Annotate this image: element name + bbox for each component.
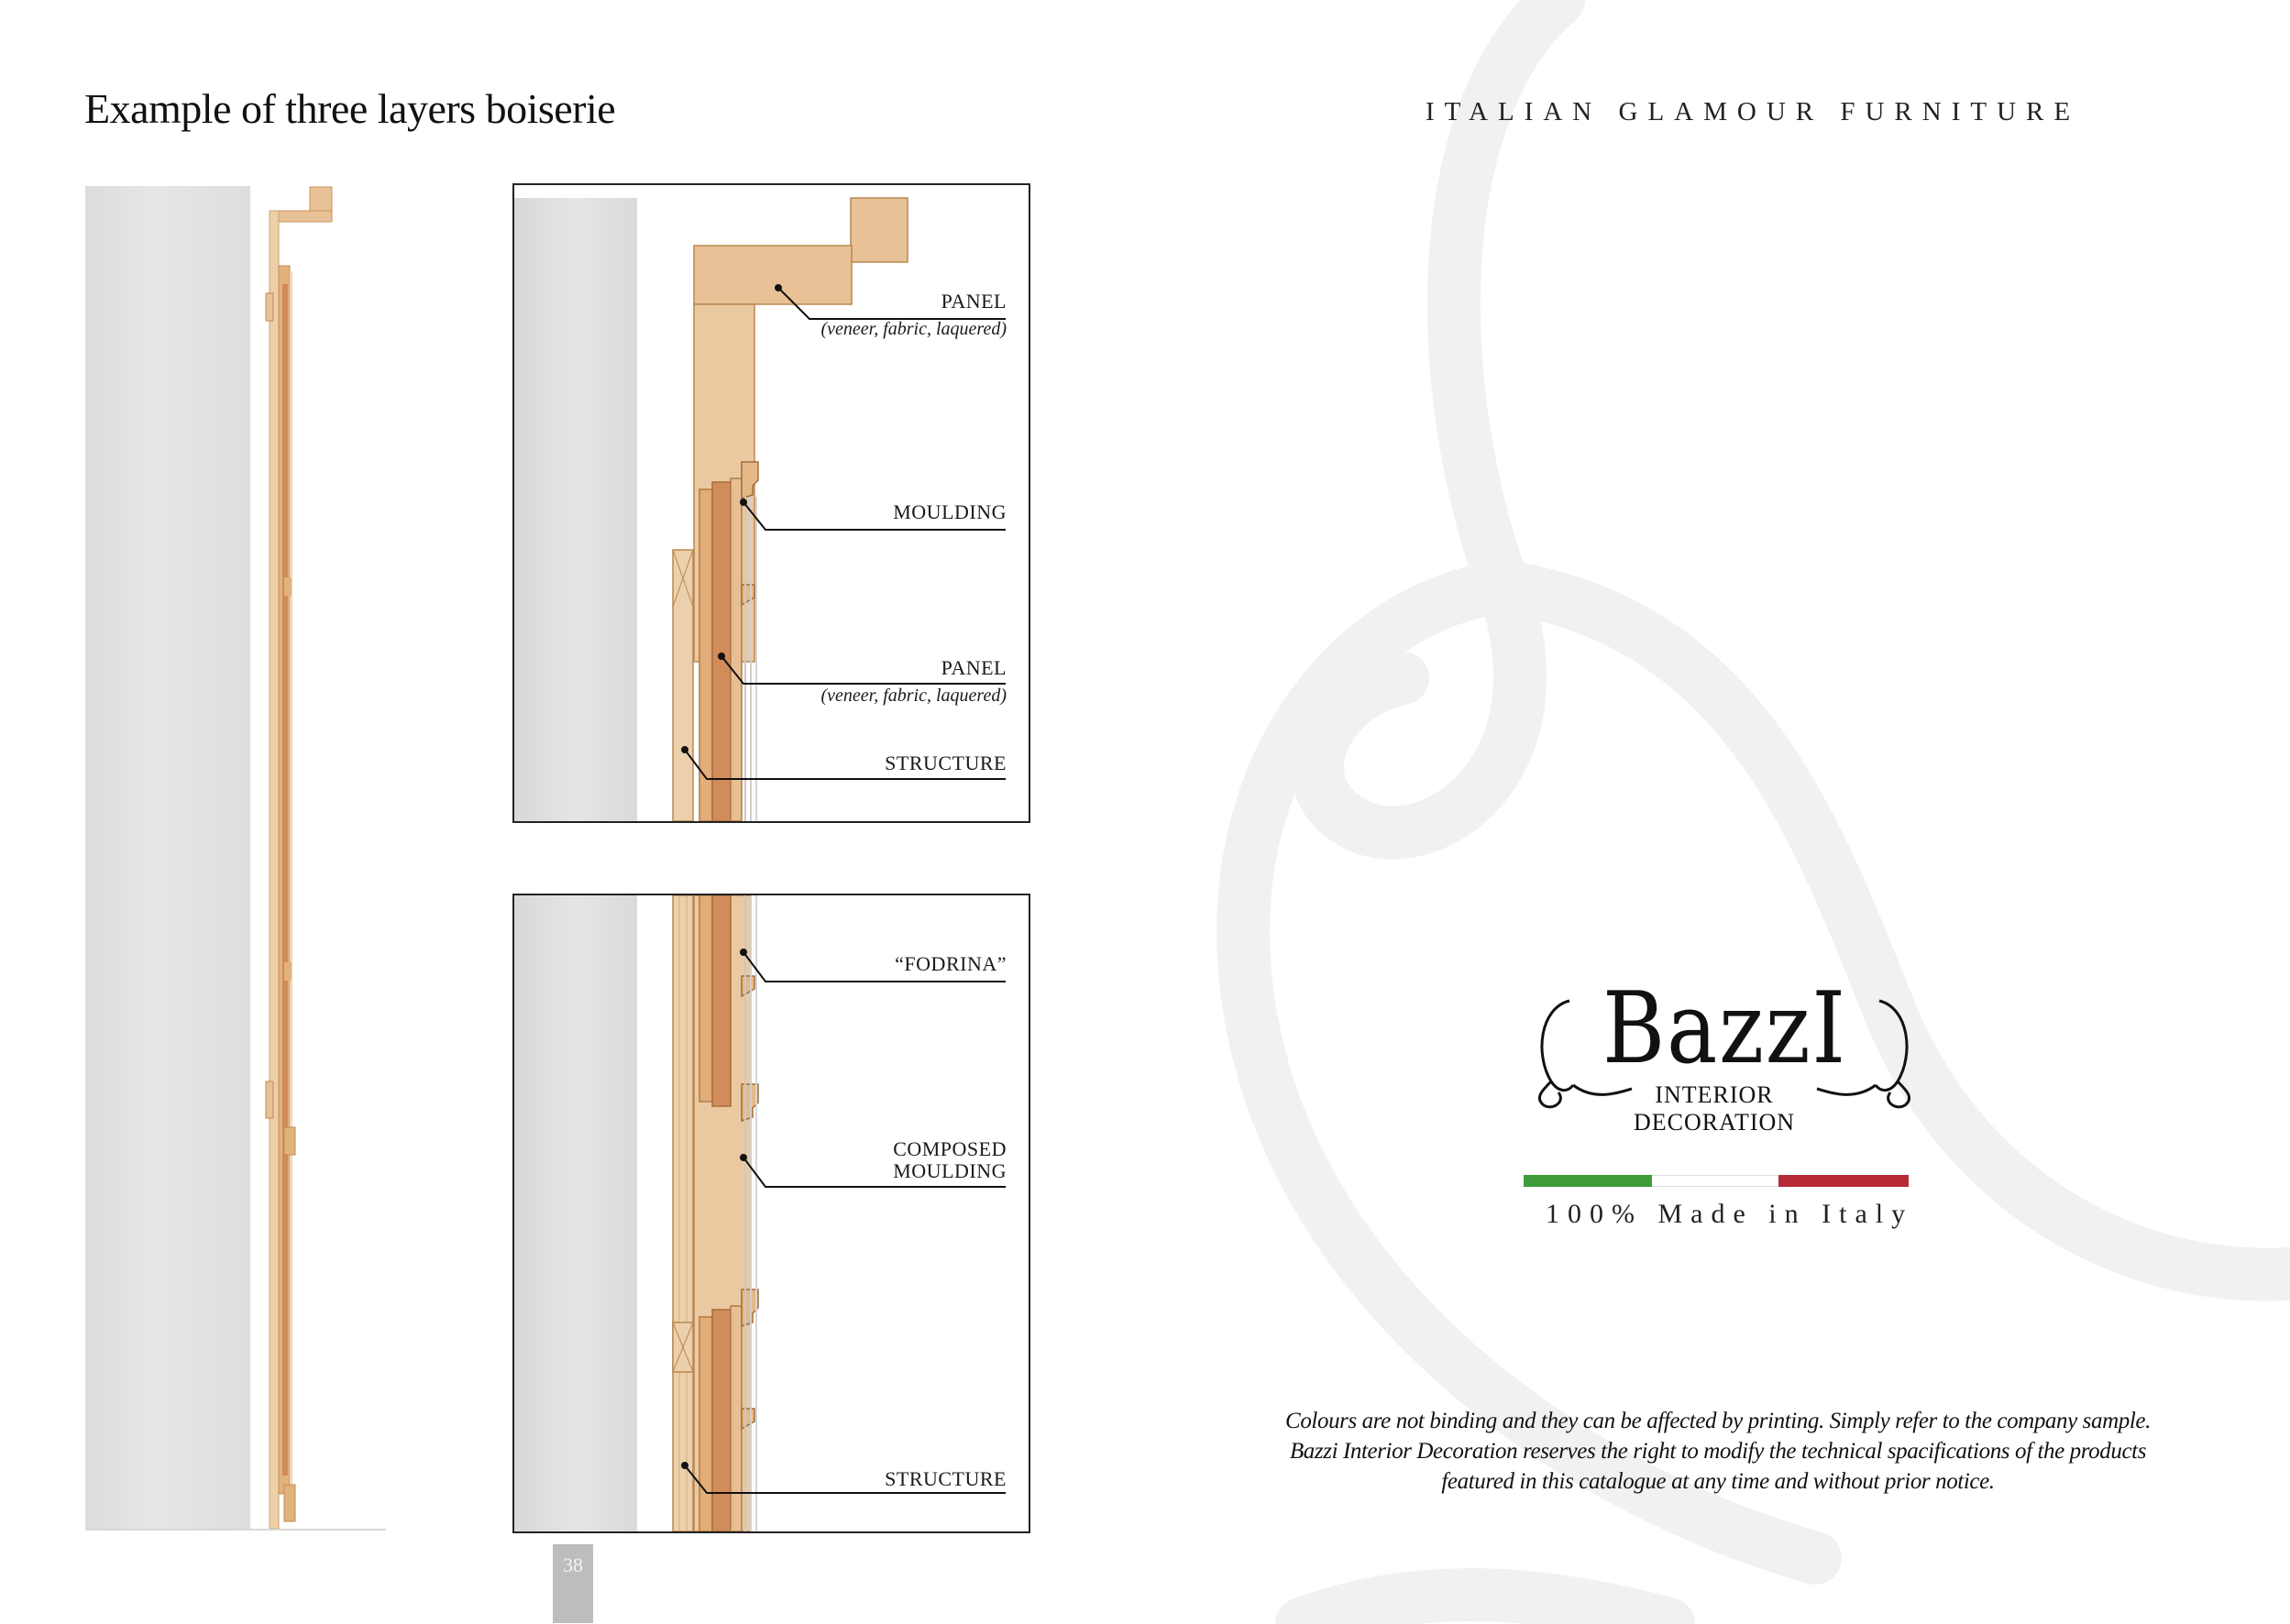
disclaimer-line1: Colours are not binding and they can be affected by printing. Simply refer to the company sample. [1285,1409,2151,1433]
callout-fodrina: “FODRINA” [895,952,1007,975]
callout-composed-moulding-line1: COMPOSED [893,1137,1007,1160]
callout-panel-lower-sub: (veneer, fabric, laquered) [820,686,1007,706]
disclaimer-line3: featured in this catalogue at any time and without prior notice. [1441,1469,1995,1494]
callout-structure-bottom: STRUCTURE [885,1467,1007,1490]
boiserie-full-section [257,183,358,1532]
page-number: 38 [563,1553,583,1576]
flag-bar-red [1778,1175,1909,1187]
detail-bottom-section-drawing [514,895,1029,1531]
callout-composed-moulding-line2: MOULDING [893,1159,1007,1182]
floor-line [85,1529,386,1531]
disclaimer [1210,1406,2226,1497]
brand-tagline: ITALIAN GLAMOUR FURNITURE [1426,97,2081,126]
brand-logo-name: BazzI [1602,971,1847,1086]
disclaimer-line2: Bazzi Interior Decoration reserves the right to modify the technical spacifications of the products [1289,1439,2147,1464]
callout-panel-lower: PANEL [941,656,1007,679]
wall-elevation [85,186,250,1530]
callout-moulding: MOULDING [893,500,1007,523]
detail-bottom-box [512,894,1030,1533]
detail-top-box [512,183,1030,823]
callout-structure-top: STRUCTURE [885,752,1007,774]
made-in-italy: 100% Made in Italy [1546,1199,1914,1229]
flag-bar-white [1652,1175,1778,1187]
callout-panel-top-sub: (veneer, fabric, laquered) [820,319,1007,339]
brand-logo-sub-line1: INTERIOR [1655,1081,1774,1108]
page-title: Example of three layers boiserie [84,85,616,132]
flag-bar-green [1524,1175,1652,1187]
brand-logo-sub-line2: DECORATION [1633,1109,1796,1136]
callout-panel-top: PANEL [941,290,1007,313]
